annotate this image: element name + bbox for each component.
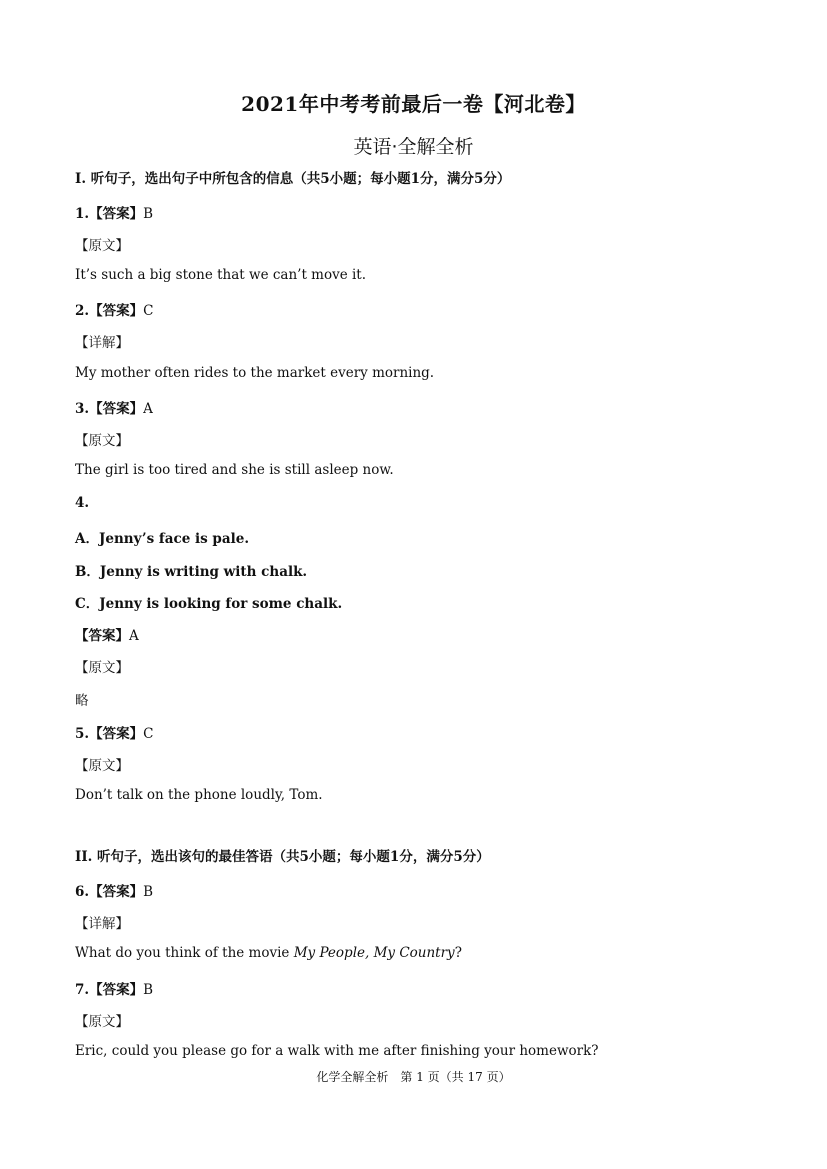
page-title: 2021年中考考前最后一卷【河北卷】 [241, 92, 586, 116]
q1-answer-label: 【答案】 [89, 206, 144, 222]
q6-number: 6. [75, 884, 90, 900]
q5-type-label: 【原文】 [75, 758, 129, 774]
q4-answer: A [129, 628, 139, 644]
q3-answer: A [143, 401, 153, 417]
q6-text-after: ? [454, 945, 462, 961]
q7-type-label: 【原文】 [75, 1014, 129, 1030]
q1-answer: B [143, 206, 154, 222]
q1-answer-line [75, 202, 153, 222]
q5-answer-line [75, 722, 153, 742]
q7-answer: B [143, 982, 154, 998]
q3-answer-line [75, 397, 153, 417]
q2-text: My mother often rides to the market every morning. [75, 365, 435, 381]
q4-answer-label: 【答案】 [75, 628, 129, 644]
q5-text: Don’t talk on the phone loudly, Tom. [75, 787, 323, 803]
q6-answer-label: 【答案】 [89, 884, 144, 900]
q3-answer-label: 【答案】 [89, 401, 144, 417]
q4-option-b: B．Jenny is writing with chalk. [75, 564, 308, 580]
q7-answer-line [75, 978, 153, 998]
q2-answer-line [75, 299, 153, 319]
q3-type-label: 【原文】 [75, 433, 129, 449]
q4-number: 4. [75, 495, 90, 511]
q3-text: The girl is too tired and she is still asleep now. [75, 462, 394, 478]
section-1-heading: I. 听句子，选出句子中所包含的信息（共5小题；每小题1分，满分5分） [75, 171, 511, 187]
q4-type-label: 【原文】 [75, 660, 129, 676]
section-2-heading: II. 听句子，选出该句的最佳答语（共5小题；每小题1分，满分5分） [75, 849, 490, 865]
q6-movie-title: My People, My Country [293, 945, 455, 961]
q6-text-before: What do you think of the movie [75, 945, 294, 961]
q5-answer: C [143, 726, 154, 742]
q2-type-label: 【详解】 [75, 335, 129, 351]
q1-type-label: 【原文】 [75, 238, 129, 254]
page-footer: 化学全解全析 第 1 页（共 17 页） [316, 1070, 511, 1084]
q4-text: 略 [75, 693, 89, 709]
q7-number: 7. [75, 982, 90, 998]
q4-answer-line [75, 624, 139, 644]
q6-answer-line [75, 880, 153, 900]
q5-answer-label: 【答案】 [89, 726, 144, 742]
q4-option-a: A．Jenny’s face is pale. [75, 531, 250, 547]
q2-answer: C [143, 303, 154, 319]
q2-number: 2. [75, 303, 90, 319]
q2-answer-label: 【答案】 [89, 303, 144, 319]
q7-text: Eric, could you please go for a walk with me after finishing your homework? [75, 1043, 599, 1059]
q1-text: It’s such a big stone that we can’t move it. [75, 267, 367, 283]
q7-answer-label: 【答案】 [89, 982, 144, 998]
q1-number: 1. [75, 206, 90, 222]
q3-number: 3. [75, 401, 90, 417]
q6-type-label: 【详解】 [75, 916, 129, 932]
q4-option-c: C．Jenny is looking for some chalk. [75, 596, 343, 612]
q5-number: 5. [75, 726, 90, 742]
q6-answer: B [143, 884, 154, 900]
q6-text [75, 945, 462, 961]
page-subtitle: 英语·全解全析 [353, 136, 474, 158]
